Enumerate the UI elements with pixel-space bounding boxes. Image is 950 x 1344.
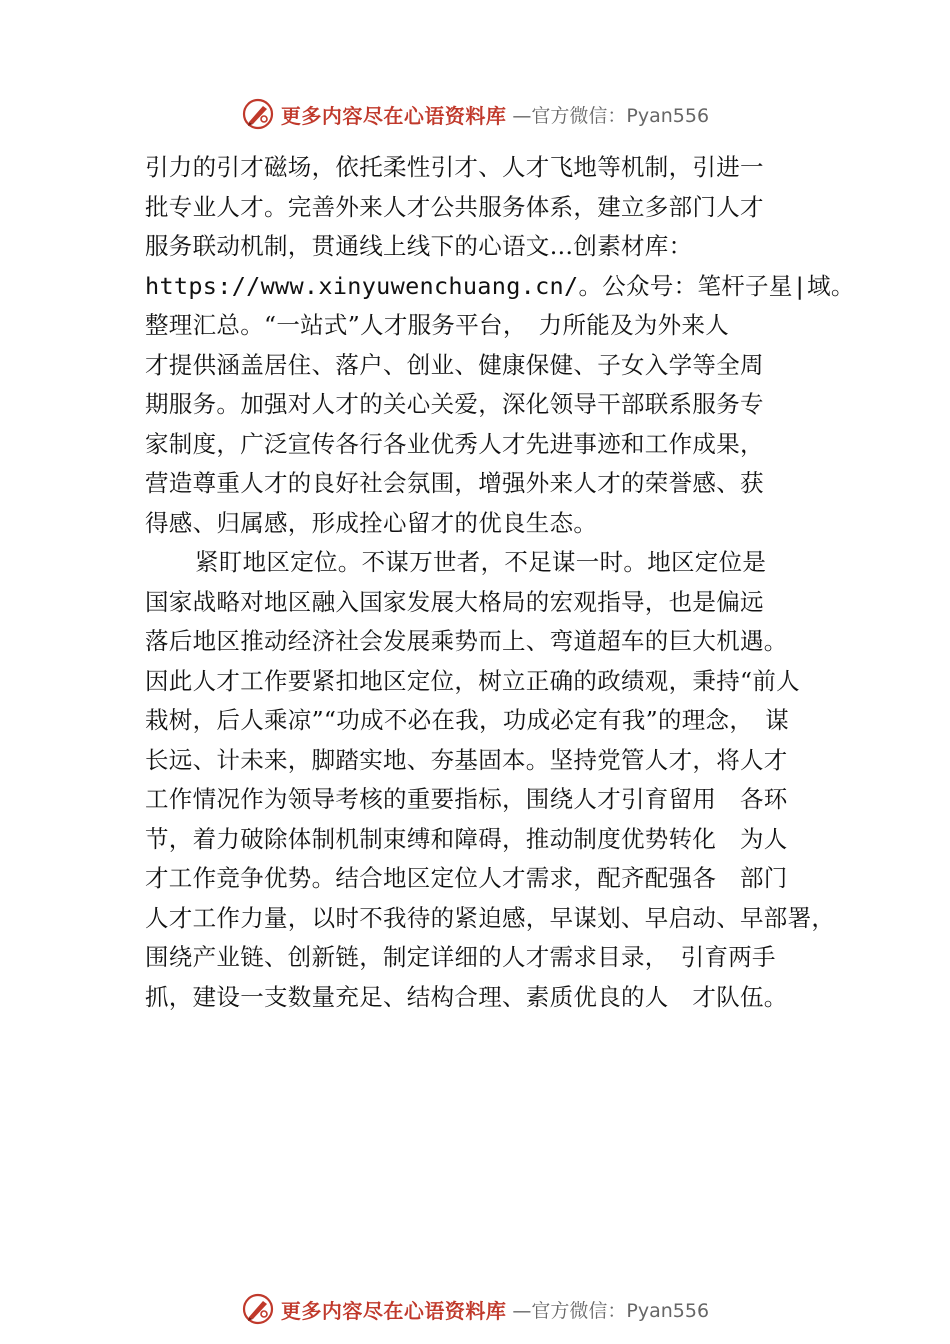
- pen-logo-icon: [241, 1292, 275, 1326]
- paragraph-regional-positioning: [145, 543, 845, 1017]
- text-line-first: 紧盯地区定位。不谋万世者，不足谋一时。地区定位是: [195, 548, 767, 576]
- text-line: 引力的引才磁场，依托柔性引才、人才飞地等机制，引进一: [145, 153, 764, 181]
- text-line: 工作情况作为领导考核的重要指标，围绕人才引育留用 各环: [145, 785, 788, 813]
- text-line: 栽树，后人乘凉”“功成不必在我，功成必定有我”的理念， 谋: [145, 706, 789, 734]
- text-line: 家制度，广泛宣传各行各业优秀人才先进事迹和工作成果，: [145, 429, 764, 458]
- text-line: 期服务。加强对人才的关心关爱，深化领导干部联系服务专: [145, 390, 764, 418]
- text-line: 国家战略对地区融入国家发展大格局的宏观指导，也是偏远: [145, 587, 764, 616]
- text-line: 抓，建设一支数量充足、结构合理、素质优良的人 才队伍。: [145, 982, 788, 1011]
- banner-contact-text: —官方微信：Pyan556: [512, 104, 710, 127]
- text-line: 才工作竞争优势。结合地区定位人才需求，配齐配强各 部门: [145, 864, 788, 892]
- paragraph-talent-services: [145, 148, 855, 543]
- text-line: 因此人才工作要紧扣地区定位，树立正确的政绩观，秉持“前人: [145, 666, 800, 695]
- text-line: 营造尊重人才的良好社会氛围，增强外来人才的荣誉感、获: [145, 469, 764, 497]
- text-line: 落后地区推动经济社会发展乘势而上、弯道超车的巨大机遇。: [145, 627, 788, 655]
- text-line: 得感、归属感，形成拴心留才的优良生态。: [145, 508, 598, 537]
- banner-contact-text: —官方微信：Pyan556: [512, 1299, 710, 1322]
- text-line: 围绕产业链、创新链，制定详细的人才需求目录， 引育两手: [145, 943, 776, 971]
- text-line: 批专业人才。完善外来人才公共服务体系，建立多部门人才: [145, 192, 764, 221]
- text-line: 节，着力破除体制机制束缚和障碍，推动制度优势转化 为人: [145, 824, 788, 853]
- text-line: 整理汇总。“一站式”人才服务平台， 力所能及为外来人: [145, 311, 730, 339]
- text-line: 才提供涵盖居住、落户、创业、健康保健、子女入学等全周: [145, 350, 764, 379]
- document-body: [145, 148, 855, 1017]
- banner-brand-text: 更多内容尽在心语资料库: [280, 103, 507, 128]
- header-banner: [0, 94, 950, 134]
- footer-banner: [0, 1289, 950, 1329]
- text-line: 长远、计未来，脚踏实地、夯基固本。坚持党管人才，将人才: [145, 745, 788, 774]
- pen-logo-icon: [241, 97, 275, 131]
- text-line: 人才工作力量，以时不我待的紧迫感，早谋划、早启动、早部署，: [145, 903, 836, 932]
- text-line: 服务联动机制，贯通线上线下的心语文…创素材库：: [145, 232, 693, 260]
- banner-brand-text: 更多内容尽在心语资料库: [280, 1298, 507, 1323]
- text-line-url: https://www.xinyuwenchuang.cn/。公众号：笔杆子星|域。: [145, 271, 855, 300]
